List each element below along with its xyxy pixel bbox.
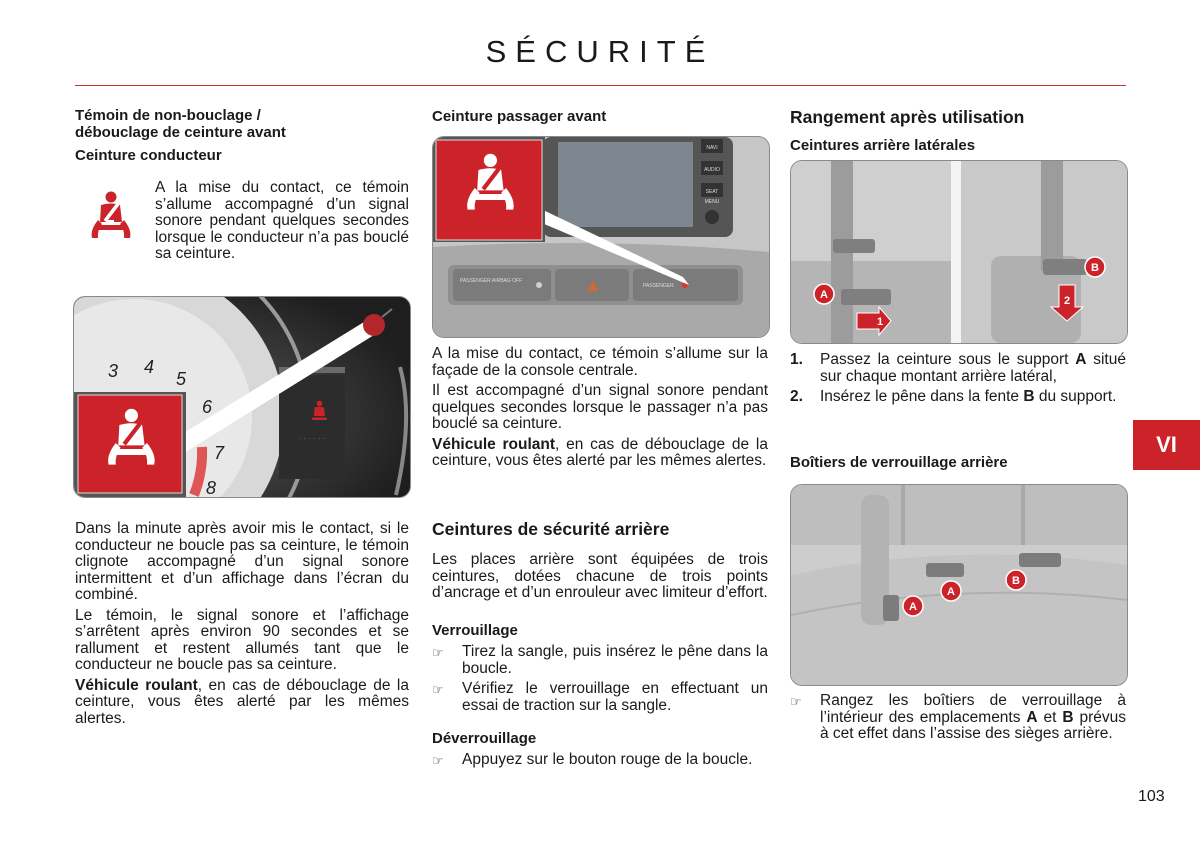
screen-button-seat: SEAT	[705, 189, 719, 195]
col1-para3-rest: , en cas de débouclage de la ceinture, vous êtes alerté par les mêmes alertes.	[75, 676, 409, 727]
console-figure	[432, 136, 770, 338]
col3-bullet	[790, 693, 1126, 743]
dial-number-5: 5	[176, 369, 187, 389]
console-label-right: PASSENGER	[643, 283, 674, 289]
side-belt-figure	[790, 160, 1128, 344]
screen-button-navi: NAVI	[706, 145, 718, 151]
screen-button-menu: MENU	[704, 199, 720, 205]
col3-subheading: Ceintures arrière latérales	[790, 137, 976, 154]
title-divider	[75, 85, 1126, 86]
pointing-hand-icon: ☞	[432, 753, 444, 768]
col1-heading	[75, 107, 375, 141]
pointing-hand-icon: ☞	[432, 682, 444, 697]
col2-para3-rest: , en cas de débouclage de la ceinture, vous êtes alerté par les mêmes alertes.	[432, 435, 768, 469]
col2-section2-heading: Ceintures de sécurité arrière	[432, 519, 670, 539]
col3-heading: Rangement après utilisation	[790, 107, 1025, 127]
step-text: Passez la ceinture sous le support A situé sur chaque montant arrière latéral,	[820, 351, 1126, 385]
lock-item	[432, 644, 768, 677]
lock-heading: Verrouillage	[432, 622, 518, 639]
col3-steps	[790, 352, 1126, 406]
col2-section2-para: Les places arrière sont équipées de trois ceintures, dotées chacune de trois points d’ancrage et d’un enrouleur avec limiteur d’effort.	[432, 551, 768, 601]
unlock-list	[432, 752, 768, 770]
lock-item	[432, 681, 768, 714]
lock-item-text: Vérifiez le verrouillage en effectuant un essai de traction sur la sangle.	[462, 680, 768, 714]
fig2-label-b: B	[1012, 575, 1020, 587]
col2-para1: A la mise du contact, ce témoin s’allume sur la façade de la console centrale.	[432, 345, 768, 379]
unlock-item-text: Appuyez sur le bouton rouge de la boucle.	[462, 751, 753, 768]
page-number: 103	[1138, 788, 1165, 805]
col1-para1: Dans la minute après avoir mis le contact, si le conducteur ne boucle pas sa ceinture, le témoin clignote accompagné d’un signal sonore intermittent et d’un affichage dans l’écran du combiné.	[75, 520, 409, 603]
col2-heading: Ceinture passager avant	[432, 108, 607, 125]
pointing-hand-icon: ☞	[790, 694, 802, 709]
fig1-label-a: A	[820, 289, 828, 301]
step-item	[790, 389, 1126, 406]
fig2-label-a1: A	[947, 586, 955, 598]
svg-text:· · · · · ·: · · · · · ·	[298, 434, 326, 443]
screen-button-audio: AUDIO	[704, 167, 720, 173]
dial-number-6: 6	[202, 397, 213, 417]
col1-heading-line2: débouclage de ceinture avant	[75, 124, 286, 141]
pointing-hand-icon: ☞	[432, 645, 444, 660]
fig2-label-a2: A	[909, 601, 917, 613]
col2-body	[432, 346, 768, 474]
col1-para2: Le témoin, le signal sonore et l’affichage s’arrêtent après environ 90 secondes et se rallument et restent allumés tant que le conducteur ne boucle pas sa ceinture.	[75, 606, 409, 673]
step-number: 1.	[790, 351, 803, 368]
col1-para3-bold: Véhicule roulant	[75, 676, 198, 694]
rear-seat-figure	[790, 484, 1128, 686]
step-text: Insérez le pêne dans la fente B du support.	[820, 388, 1117, 405]
storage-item-text: Rangez les boîtiers de verrouillage à l’intérieur des emplacements A et B prévus à cet effet dans l’assise des sièges arrière.	[820, 692, 1126, 742]
lock-item-text: Tirez la sangle, puis insérez le pêne dans la boucle.	[462, 643, 768, 677]
seatbelt-warning-icon	[84, 190, 136, 247]
dial-number-8: 8	[206, 478, 217, 497]
col1-subheading: Ceinture conducteur	[75, 147, 222, 164]
fig1-label-b: B	[1091, 262, 1099, 274]
step-item	[790, 352, 1126, 385]
col1-body	[75, 521, 409, 731]
console-label-left: PASSENGER AIRBAG OFF	[460, 278, 523, 284]
fig1-step-2: 2	[1063, 295, 1071, 307]
lock-list	[432, 644, 768, 714]
storage-item	[790, 693, 1126, 743]
col1-heading-line1: Témoin de non-bouclage /	[75, 107, 261, 124]
dial-number-7: 7	[214, 443, 225, 463]
step-number: 2.	[790, 388, 803, 405]
col1-icon-text: A la mise du contact, ce témoin s’allume accompagné d’un signal sonore pendant quelques secondes lorsque le conducteur n’a pas bouclé sa ceinture.	[155, 179, 409, 262]
fig1-step-1: 1	[876, 316, 884, 328]
chapter-tab: VI	[1133, 420, 1200, 470]
unlock-heading: Déverrouillage	[432, 730, 537, 747]
instrument-cluster-figure	[73, 296, 411, 498]
col3-subheading2: Boîtiers de verrouillage arrière	[790, 454, 1008, 471]
dial-number-3: 3	[108, 361, 119, 381]
page-title: SÉCURITÉ	[485, 34, 715, 69]
col2-para3	[432, 437, 768, 470]
dial-number-4: 4	[144, 357, 155, 377]
col2-para3-bold: Véhicule roulant	[432, 435, 556, 453]
unlock-item	[432, 752, 768, 770]
col1-para3	[75, 678, 409, 728]
col2-para2: Il est accompagné d’un signal sonore pendant quelques secondes lorsque le passager n’a pas bouclé sa ceinture.	[432, 382, 768, 432]
